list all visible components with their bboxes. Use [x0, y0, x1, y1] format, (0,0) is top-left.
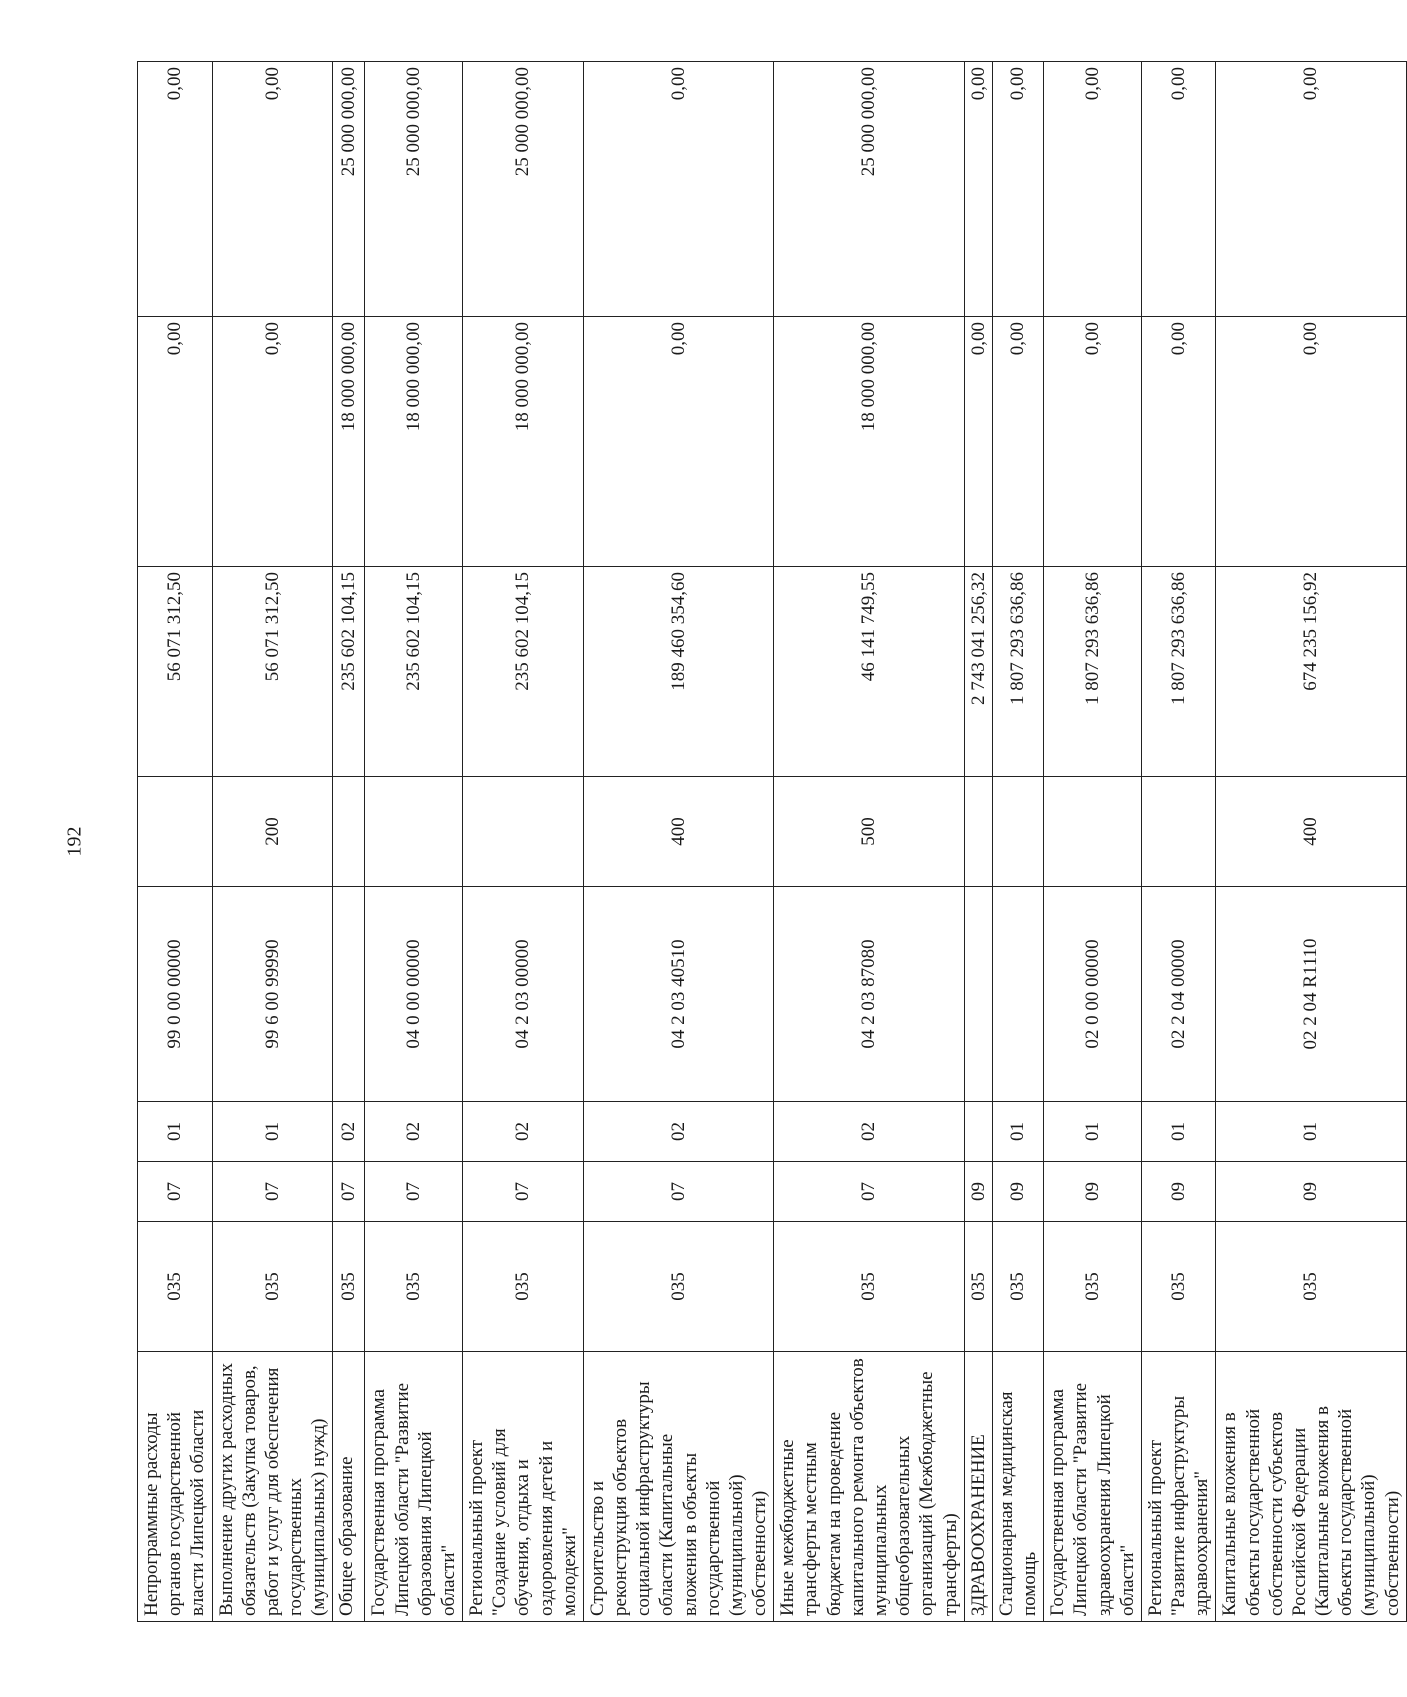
cell-pr: 01: [212, 1102, 333, 1162]
cell-rz: 09: [1216, 1162, 1406, 1222]
table-row: [463, 62, 584, 1622]
cell-sum-3: 0,00: [964, 62, 992, 317]
cell-sum-1: 46 141 749,55: [774, 567, 964, 777]
cell-sum-3: 25 000 000,00: [774, 62, 964, 317]
cell-sum-3: 25 000 000,00: [365, 62, 463, 317]
table-row: [774, 62, 964, 1622]
cell-sum-3: 0,00: [992, 62, 1043, 317]
cell-sum-2: 0,00: [1216, 317, 1406, 567]
cell-pr: 01: [1141, 1102, 1216, 1162]
cell-vr: 200: [212, 777, 333, 887]
cell-csr: [964, 887, 992, 1102]
cell-glav: 035: [1141, 1222, 1216, 1352]
cell-pr: 02: [333, 1102, 365, 1162]
cell-rz: 07: [365, 1162, 463, 1222]
cell-glav: 035: [964, 1222, 992, 1352]
cell-vr: [333, 777, 365, 887]
cell-rz: 07: [212, 1162, 333, 1222]
cell-sum-2: 18 000 000,00: [333, 317, 365, 567]
cell-name: Региональный проект "Создание условий для обучения, отдыха и оздоровления детей и молодежи": [463, 1352, 584, 1622]
cell-name: Капитальные вложения в объекты государственной собственности субъектов Российской Федерации (Капитальные вложения в объекты государственной (муниципальной) собственности): [1216, 1352, 1406, 1622]
cell-sum-2: 0,00: [583, 317, 773, 567]
cell-name: Региональный проект "Развитие инфраструктуры здравоохранения": [1141, 1352, 1216, 1622]
cell-rz: 09: [1044, 1162, 1142, 1222]
cell-glav: 035: [333, 1222, 365, 1352]
cell-vr: [365, 777, 463, 887]
cell-sum-2: 0,00: [964, 317, 992, 567]
cell-glav: 035: [463, 1222, 584, 1352]
cell-vr: 400: [1216, 777, 1406, 887]
cell-glav: 035: [774, 1222, 964, 1352]
cell-rz: 07: [333, 1162, 365, 1222]
cell-glav: 035: [1044, 1222, 1142, 1352]
cell-sum-1: 674 235 156,92: [1216, 567, 1406, 777]
rotated-table-wrapper: [137, 62, 1403, 1622]
cell-pr: 01: [1044, 1102, 1142, 1162]
cell-csr: 04 2 03 87080: [774, 887, 964, 1102]
cell-sum-1: 235 602 104,15: [365, 567, 463, 777]
cell-sum-3: 0,00: [1216, 62, 1406, 317]
cell-pr: 02: [463, 1102, 584, 1162]
cell-sum-2: 18 000 000,00: [463, 317, 584, 567]
cell-name: Выполнение других расходных обязательств (Закупка товаров, работ и услуг для обеспечения государственных (муниципальных) нужд): [212, 1352, 333, 1622]
budget-table: [137, 61, 1407, 1622]
cell-csr: 04 2 03 00000: [463, 887, 584, 1102]
table-row: [365, 62, 463, 1622]
cell-sum-1: 235 602 104,15: [463, 567, 584, 777]
cell-name: Иные межбюджетные трансферты местным бюджетам на проведение капитального ремонта объектов муниципальных общеобразовательных организаций (Межбюджетные трансферты): [774, 1352, 964, 1622]
cell-glav: 035: [138, 1222, 213, 1352]
cell-sum-1: 1 807 293 636,86: [992, 567, 1043, 777]
cell-csr: [333, 887, 365, 1102]
cell-rz: 09: [964, 1162, 992, 1222]
cell-csr: 02 0 00 00000: [1044, 887, 1142, 1102]
cell-csr: [992, 887, 1043, 1102]
cell-sum-3: 0,00: [583, 62, 773, 317]
table-row: [992, 62, 1043, 1622]
table-row: [1044, 62, 1142, 1622]
cell-rz: 07: [583, 1162, 773, 1222]
table-row: [138, 62, 213, 1622]
cell-vr: [1044, 777, 1142, 887]
cell-pr: 02: [365, 1102, 463, 1162]
table-row: [1141, 62, 1216, 1622]
cell-csr: 04 2 03 40510: [583, 887, 773, 1102]
cell-sum-2: 0,00: [1141, 317, 1216, 567]
table-row: [212, 62, 333, 1622]
cell-vr: [992, 777, 1043, 887]
cell-vr: [138, 777, 213, 887]
cell-vr: 400: [583, 777, 773, 887]
cell-pr: [964, 1102, 992, 1162]
cell-csr: 99 0 00 00000: [138, 887, 213, 1102]
page-number: 192: [63, 826, 86, 857]
cell-sum-3: 0,00: [212, 62, 333, 317]
cell-rz: 09: [992, 1162, 1043, 1222]
cell-sum-1: 56 071 312,50: [212, 567, 333, 777]
table-row: [964, 62, 992, 1622]
cell-glav: 035: [212, 1222, 333, 1352]
cell-name: Непрограммные расходы органов государственной власти Липецкой области: [138, 1352, 213, 1622]
cell-rz: 07: [463, 1162, 584, 1222]
cell-name: Государственная программа Липецкой области "Развитие образования Липецкой области": [365, 1352, 463, 1622]
cell-csr: 04 0 00 00000: [365, 887, 463, 1102]
cell-sum-1: 189 460 354,60: [583, 567, 773, 777]
cell-sum-2: 18 000 000,00: [774, 317, 964, 567]
table-row: [583, 62, 773, 1622]
cell-sum-2: 0,00: [138, 317, 213, 567]
cell-name: Строительство и реконструкция объектов социальной инфраструктуры области (Капитальные вложения в объекты государственной (муниципальной) собственности): [583, 1352, 773, 1622]
cell-sum-1: 56 071 312,50: [138, 567, 213, 777]
cell-name: Общее образование: [333, 1352, 365, 1622]
cell-sum-1: 235 602 104,15: [333, 567, 365, 777]
cell-pr: 02: [774, 1102, 964, 1162]
cell-rz: 07: [138, 1162, 213, 1222]
table-row: [1216, 62, 1406, 1622]
cell-name: Стационарная медицинская помощь: [992, 1352, 1043, 1622]
cell-csr: 99 6 00 99990: [212, 887, 333, 1102]
cell-pr: 01: [1216, 1102, 1406, 1162]
cell-sum-2: 0,00: [1044, 317, 1142, 567]
cell-glav: 035: [992, 1222, 1043, 1352]
cell-vr: [463, 777, 584, 887]
cell-vr: [1141, 777, 1216, 887]
cell-sum-3: 25 000 000,00: [333, 62, 365, 317]
cell-sum-3: 0,00: [1141, 62, 1216, 317]
cell-sum-3: 0,00: [1044, 62, 1142, 317]
cell-vr: 500: [774, 777, 964, 887]
cell-name: ЗДРАВООХРАНЕНИЕ: [964, 1352, 992, 1622]
cell-sum-3: 0,00: [138, 62, 213, 317]
cell-pr: 02: [583, 1102, 773, 1162]
cell-sum-2: 0,00: [992, 317, 1043, 567]
cell-sum-3: 25 000 000,00: [463, 62, 584, 317]
cell-sum-1: 1 807 293 636,86: [1141, 567, 1216, 777]
cell-glav: 035: [583, 1222, 773, 1352]
cell-sum-1: 2 743 041 256,32: [964, 567, 992, 777]
cell-glav: 035: [1216, 1222, 1406, 1352]
table-body: [138, 62, 1407, 1622]
cell-name: Государственная программа Липецкой области "Развитие здравоохранения Липецкой области": [1044, 1352, 1142, 1622]
cell-glav: 035: [365, 1222, 463, 1352]
cell-vr: [964, 777, 992, 887]
cell-sum-2: 0,00: [212, 317, 333, 567]
table-row: [333, 62, 365, 1622]
cell-sum-1: 1 807 293 636,86: [1044, 567, 1142, 777]
cell-sum-2: 18 000 000,00: [365, 317, 463, 567]
cell-csr: 02 2 04 00000: [1141, 887, 1216, 1102]
cell-pr: 01: [992, 1102, 1043, 1162]
cell-csr: 02 2 04 R1110: [1216, 887, 1406, 1102]
cell-pr: 01: [138, 1102, 213, 1162]
cell-rz: 07: [774, 1162, 964, 1222]
cell-rz: 09: [1141, 1162, 1216, 1222]
